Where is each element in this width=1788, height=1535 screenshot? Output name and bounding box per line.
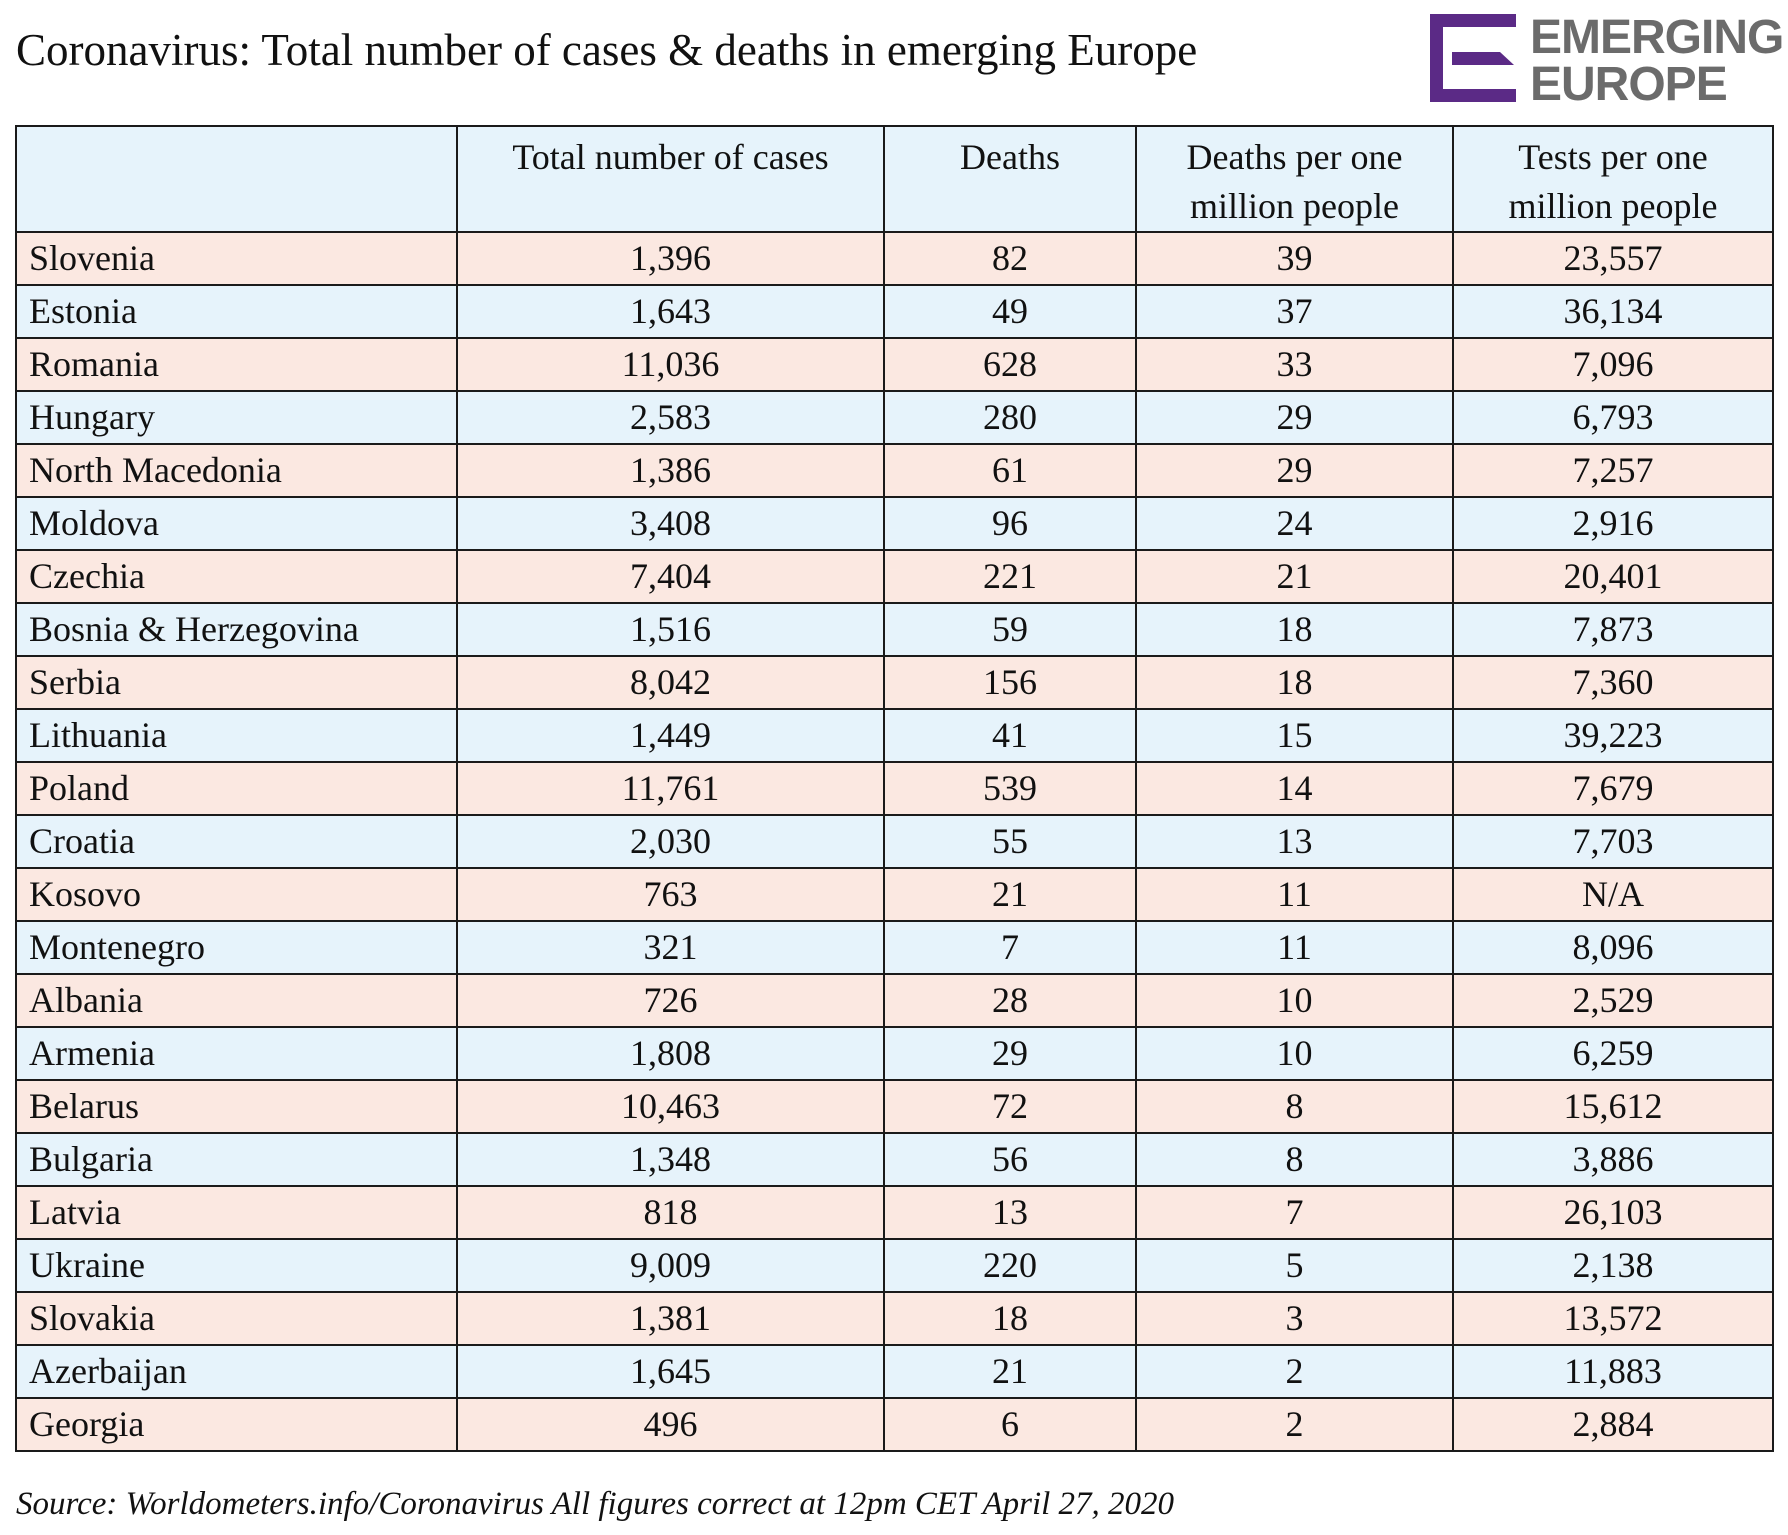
deaths-per-million-cell: 10 xyxy=(1136,1027,1453,1080)
table-row xyxy=(16,1398,1773,1451)
deaths-per-million-cell: 8 xyxy=(1136,1080,1453,1133)
table-row xyxy=(16,709,1773,762)
cases-cell: 1,348 xyxy=(457,1133,884,1186)
cases-cell: 1,386 xyxy=(457,444,884,497)
header-cell-deaths-per-million: Deaths per one million people xyxy=(1136,126,1453,232)
table-row xyxy=(16,1133,1773,1186)
cases-cell: 8,042 xyxy=(457,656,884,709)
deaths-per-million-cell: 14 xyxy=(1136,762,1453,815)
table-row xyxy=(16,1292,1773,1345)
country-cell: Kosovo xyxy=(16,868,457,921)
deaths-cell: 82 xyxy=(884,232,1136,285)
tests-per-million-cell: 7,873 xyxy=(1453,603,1773,656)
country-cell: Belarus xyxy=(16,1080,457,1133)
country-cell: Hungary xyxy=(16,391,457,444)
deaths-cell: 61 xyxy=(884,444,1136,497)
table-row xyxy=(16,974,1773,1027)
deaths-cell: 280 xyxy=(884,391,1136,444)
tests-per-million-cell: N/A xyxy=(1453,868,1773,921)
table-body xyxy=(16,232,1773,1451)
table-row xyxy=(16,1186,1773,1239)
deaths-cell: 29 xyxy=(884,1027,1136,1080)
deaths-per-million-cell: 33 xyxy=(1136,338,1453,391)
cases-cell: 1,449 xyxy=(457,709,884,762)
header-row xyxy=(16,126,1773,232)
cases-cell: 1,643 xyxy=(457,285,884,338)
table-row xyxy=(16,656,1773,709)
country-cell: Lithuania xyxy=(16,709,457,762)
tests-per-million-cell: 15,612 xyxy=(1453,1080,1773,1133)
tests-per-million-cell: 7,679 xyxy=(1453,762,1773,815)
deaths-cell: 156 xyxy=(884,656,1136,709)
cases-cell: 3,408 xyxy=(457,497,884,550)
table-row xyxy=(16,391,1773,444)
tests-per-million-cell: 11,883 xyxy=(1453,1345,1773,1398)
deaths-cell: 41 xyxy=(884,709,1136,762)
table-row xyxy=(16,1345,1773,1398)
table-row xyxy=(16,232,1773,285)
country-cell: Albania xyxy=(16,974,457,1027)
cases-cell: 2,583 xyxy=(457,391,884,444)
deaths-cell: 221 xyxy=(884,550,1136,603)
deaths-per-million-cell: 37 xyxy=(1136,285,1453,338)
tests-per-million-cell: 2,138 xyxy=(1453,1239,1773,1292)
country-cell: Estonia xyxy=(16,285,457,338)
deaths-per-million-cell: 21 xyxy=(1136,550,1453,603)
table-row xyxy=(16,1080,1773,1133)
cases-cell: 11,036 xyxy=(457,338,884,391)
country-cell: Bulgaria xyxy=(16,1133,457,1186)
tests-per-million-cell: 20,401 xyxy=(1453,550,1773,603)
cases-cell: 1,396 xyxy=(457,232,884,285)
header-cell-deaths: Deaths xyxy=(884,126,1136,232)
deaths-cell: 6 xyxy=(884,1398,1136,1451)
deaths-cell: 18 xyxy=(884,1292,1136,1345)
country-cell: Moldova xyxy=(16,497,457,550)
deaths-cell: 628 xyxy=(884,338,1136,391)
deaths-cell: 56 xyxy=(884,1133,1136,1186)
deaths-cell: 28 xyxy=(884,974,1136,1027)
deaths-per-million-cell: 24 xyxy=(1136,497,1453,550)
country-cell: Latvia xyxy=(16,1186,457,1239)
table-row xyxy=(16,338,1773,391)
cases-cell: 2,030 xyxy=(457,815,884,868)
table-row xyxy=(16,550,1773,603)
country-cell: North Macedonia xyxy=(16,444,457,497)
logo-e-mark-icon xyxy=(1430,14,1522,106)
deaths-per-million-cell: 10 xyxy=(1136,974,1453,1027)
cases-cell: 10,463 xyxy=(457,1080,884,1133)
table-row xyxy=(16,868,1773,921)
cases-cell: 1,645 xyxy=(457,1345,884,1398)
cases-cell: 818 xyxy=(457,1186,884,1239)
tests-per-million-cell: 3,886 xyxy=(1453,1133,1773,1186)
cases-cell: 7,404 xyxy=(457,550,884,603)
deaths-per-million-cell: 2 xyxy=(1136,1345,1453,1398)
deaths-per-million-cell: 15 xyxy=(1136,709,1453,762)
table-row xyxy=(16,444,1773,497)
deaths-cell: 96 xyxy=(884,497,1136,550)
deaths-per-million-cell: 2 xyxy=(1136,1398,1453,1451)
country-cell: Romania xyxy=(16,338,457,391)
source-note: Source: Worldometers.info/Coronavirus All figures correct at 12pm CET April 27, 2020 xyxy=(16,1486,1175,1522)
cases-cell: 496 xyxy=(457,1398,884,1451)
country-cell: Georgia xyxy=(16,1398,457,1451)
tests-per-million-cell: 2,916 xyxy=(1453,497,1773,550)
deaths-per-million-cell: 7 xyxy=(1136,1186,1453,1239)
country-cell: Armenia xyxy=(16,1027,457,1080)
country-cell: Poland xyxy=(16,762,457,815)
deaths-per-million-cell: 11 xyxy=(1136,921,1453,974)
deaths-per-million-cell: 8 xyxy=(1136,1133,1453,1186)
deaths-cell: 21 xyxy=(884,868,1136,921)
data-table xyxy=(15,125,1774,1452)
cases-cell: 321 xyxy=(457,921,884,974)
cases-cell: 1,516 xyxy=(457,603,884,656)
cases-cell: 763 xyxy=(457,868,884,921)
table-row xyxy=(16,1239,1773,1292)
deaths-cell: 13 xyxy=(884,1186,1136,1239)
deaths-cell: 72 xyxy=(884,1080,1136,1133)
table-row xyxy=(16,603,1773,656)
country-cell: Ukraine xyxy=(16,1239,457,1292)
cases-cell: 11,761 xyxy=(457,762,884,815)
deaths-cell: 220 xyxy=(884,1239,1136,1292)
deaths-cell: 539 xyxy=(884,762,1136,815)
tests-per-million-cell: 2,884 xyxy=(1453,1398,1773,1451)
cases-cell: 9,009 xyxy=(457,1239,884,1292)
deaths-per-million-cell: 11 xyxy=(1136,868,1453,921)
country-cell: Slovenia xyxy=(16,232,457,285)
deaths-cell: 59 xyxy=(884,603,1136,656)
deaths-per-million-cell: 13 xyxy=(1136,815,1453,868)
country-cell: Bosnia & Herzegovina xyxy=(16,603,457,656)
tests-per-million-cell: 7,257 xyxy=(1453,444,1773,497)
tests-per-million-cell: 6,259 xyxy=(1453,1027,1773,1080)
tests-per-million-cell: 7,360 xyxy=(1453,656,1773,709)
table-row xyxy=(16,1027,1773,1080)
table-row xyxy=(16,762,1773,815)
deaths-per-million-cell: 3 xyxy=(1136,1292,1453,1345)
country-cell: Czechia xyxy=(16,550,457,603)
tests-per-million-cell: 7,096 xyxy=(1453,338,1773,391)
tests-per-million-cell: 26,103 xyxy=(1453,1186,1773,1239)
country-cell: Montenegro xyxy=(16,921,457,974)
table-row xyxy=(16,285,1773,338)
country-cell: Azerbaijan xyxy=(16,1345,457,1398)
header-cell-cases: Total number of cases xyxy=(457,126,884,232)
tests-per-million-cell: 36,134 xyxy=(1453,285,1773,338)
tests-per-million-cell: 8,096 xyxy=(1453,921,1773,974)
tests-per-million-cell: 2,529 xyxy=(1453,974,1773,1027)
deaths-cell: 49 xyxy=(884,285,1136,338)
deaths-per-million-cell: 29 xyxy=(1136,444,1453,497)
cases-cell: 726 xyxy=(457,974,884,1027)
tests-per-million-cell: 23,557 xyxy=(1453,232,1773,285)
deaths-per-million-cell: 29 xyxy=(1136,391,1453,444)
table-row xyxy=(16,497,1773,550)
chart-title: Coronavirus: Total number of cases & deaths in emerging Europe xyxy=(16,25,1198,75)
country-cell: Serbia xyxy=(16,656,457,709)
tests-per-million-cell: 39,223 xyxy=(1453,709,1773,762)
country-cell: Slovakia xyxy=(16,1292,457,1345)
deaths-cell: 21 xyxy=(884,1345,1136,1398)
table-row xyxy=(16,815,1773,868)
deaths-per-million-cell: 5 xyxy=(1136,1239,1453,1292)
deaths-per-million-cell: 18 xyxy=(1136,603,1453,656)
tests-per-million-cell: 13,572 xyxy=(1453,1292,1773,1345)
deaths-per-million-cell: 18 xyxy=(1136,656,1453,709)
header-cell-tests-per-million: Tests per one million people xyxy=(1453,126,1773,232)
deaths-cell: 7 xyxy=(884,921,1136,974)
logo-text-line1: EMERGING xyxy=(1530,11,1784,64)
cases-cell: 1,808 xyxy=(457,1027,884,1080)
deaths-cell: 55 xyxy=(884,815,1136,868)
header-cell-country xyxy=(16,126,457,232)
table-row xyxy=(16,921,1773,974)
emerging-europe-logo xyxy=(1430,11,1784,111)
tests-per-million-cell: 7,703 xyxy=(1453,815,1773,868)
cases-cell: 1,381 xyxy=(457,1292,884,1345)
deaths-per-million-cell: 39 xyxy=(1136,232,1453,285)
tests-per-million-cell: 6,793 xyxy=(1453,391,1773,444)
country-cell: Croatia xyxy=(16,815,457,868)
logo-text-line2: EUROPE xyxy=(1530,58,1727,111)
